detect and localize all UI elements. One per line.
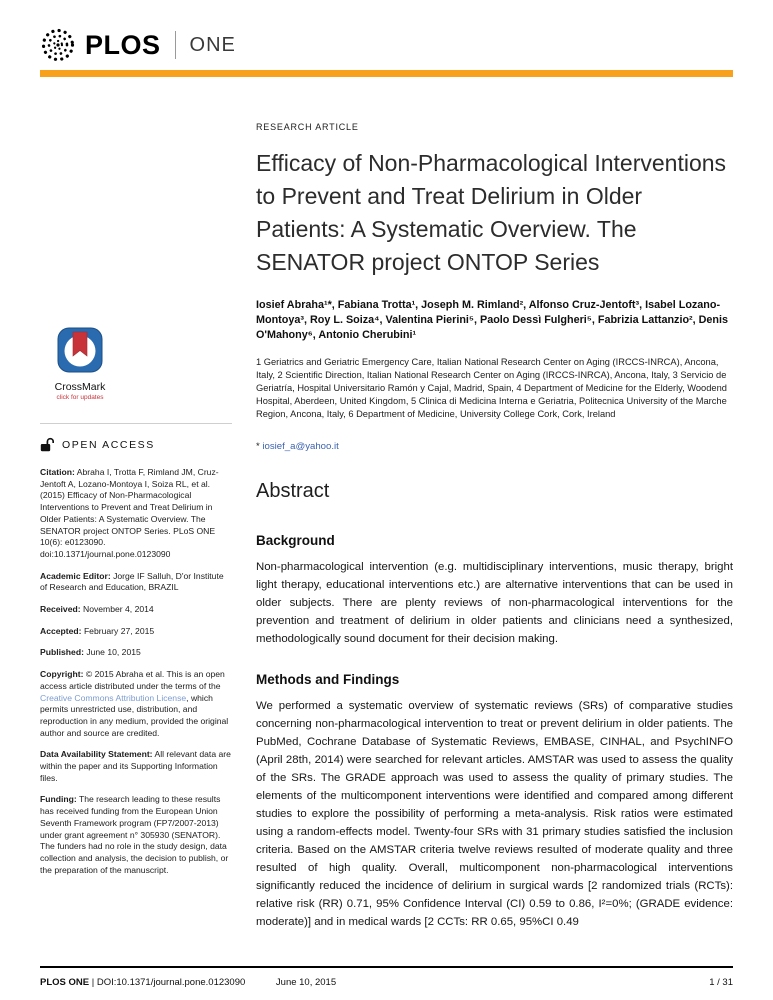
crossmark-icon — [57, 327, 103, 373]
corresponding-author-email-link[interactable]: iosief_a@yahoo.it — [262, 441, 339, 452]
published-block — [40, 647, 232, 659]
crossmark-label: CrossMark — [54, 381, 106, 393]
crossmark-badge[interactable] — [48, 327, 112, 401]
background-paragraph: Non-pharmacological intervention (e.g. multidisciplinary interventions, music therapy, bright light therapy, educational interventions etc.) are alternative interventions that can be used in older subjects. There are plenty reviews of non-pharmacological interventions for the prevention and treatment of delirium in older patients and clinicians need a synthesized, methodologically sound document for their decision making. — [256, 561, 733, 645]
academic-editor-label: Academic Editor: — [40, 570, 111, 581]
content-columns — [40, 77, 733, 935]
methods-paragraph: We performed a systematic overview of systematic reviews (SRs) of comparative studies concerning non-pharmacological intervention to treat or prevent delirium in older patients. The PubMed, Cochrane Database of Systematic Reviews, EMBASE, CINHAL, and PsychINFO (April 28th, 2014) were searched for relevant articles. AMSTAR was used to assess the quality of the SRs. The GRADE approach was used to assess the quality of primary studies. The elements of the multicomponent interventions were identified and compared among different studies to explore the possibility of performing a meta-analysis. Risk ratios were estimated using a random-effects model. Twenty-four SRs with 31 primary studies satisfied the inclusion criteria. Based on the AMSTAR criteria twelve reviews resulted of moderate quality and three resulted of high quality. Overall, multicomponent non-pharmacological interventions significantly reduced the incidence of delirium in surgical wards [2 randomized trials (RCTs): relative risk (RR) 0.71, 95% Confidence Interval (CI) 0.59 to 0.86, I²=0%; (GRADE evidence: moderate)] and in medical wards [2 CCTs: RR 0.65, 95%CI 0.49 — [256, 700, 733, 928]
published-date: June 10, 2015 — [86, 647, 141, 658]
footer-citation — [40, 977, 336, 988]
masthead-divider — [175, 31, 176, 59]
footer-doi: | DOI:10.1371/journal.pone.0123090 — [91, 977, 246, 988]
published-label: Published: — [40, 647, 84, 658]
plos-logo-icon — [40, 27, 76, 63]
copyright-label: Copyright: — [40, 669, 84, 680]
data-availability-text: All relevant data are within the paper and its Supporting Information files. — [40, 749, 231, 783]
crossmark-sublabel: click for updates — [56, 394, 104, 401]
data-availability-block — [40, 749, 232, 784]
creative-commons-link[interactable]: Creative Commons Attribution License — [40, 692, 187, 703]
funding-block — [40, 794, 232, 876]
open-lock-icon — [40, 437, 54, 452]
journal-masthead — [40, 26, 733, 64]
copyright-text-pre: © 2015 Abraha et al. This is an open access article distributed under the terms of the — [40, 669, 225, 691]
citation-text: Abraha I, Trotta F, Rimland JM, Cruz-Jentoft A, Lozano-Montoya I, Soiza RL, et al. (2015) Efficacy of Non-Pharmacological Interventions to Prevent and Treat Delirium in Older Patients: A Systematic Overview. The SENATOR project ONTOP Series. PLoS ONE 10(6): e0123090. doi:10.1371/journal.pone.0123090 — [40, 467, 219, 559]
accepted-label: Accepted: — [40, 625, 82, 636]
corresponding-author-asterisk: * — [256, 441, 260, 452]
funding-label: Funding: — [40, 794, 77, 805]
citation-label: Citation: — [40, 467, 75, 477]
abstract-heading: Abstract — [256, 480, 330, 502]
article-main — [232, 77, 733, 935]
journal-brand: PLOS — [85, 29, 161, 60]
received-label: Received: — [40, 604, 81, 615]
open-access-label: OPEN ACCESS — [62, 438, 155, 451]
sidebar-divider — [40, 423, 232, 424]
received-block — [40, 604, 232, 616]
academic-editor-text: Jorge IF Salluh, D'or Institute of Research and Education, BRAZIL — [40, 570, 224, 593]
footer-journal-brand: PLOS ONE — [40, 977, 90, 988]
methods-heading: Methods and Findings — [256, 672, 400, 687]
data-availability-label: Data Availability Statement: — [40, 749, 153, 760]
accent-rule — [40, 70, 733, 77]
footer-date: June 10, 2015 — [275, 977, 337, 988]
accepted-block — [40, 626, 232, 638]
footer-page-number: 1 / 31 — [709, 977, 733, 988]
page-footer — [40, 966, 733, 988]
metadata-sidebar — [40, 77, 232, 935]
article-title: Efficacy of Non-Pharmacological Interventions to Prevent and Treat Delirium in Older Patients: A Systematic Overview. The SENATOR project ONTOP Series — [256, 150, 727, 275]
citation-block — [40, 467, 232, 561]
copyright-text-post: , which permits unrestricted use, distribution, and reproduction in any medium, provided the original author and source are credited. — [40, 692, 229, 738]
academic-editor-block — [40, 571, 232, 594]
copyright-block — [40, 669, 232, 739]
affiliations: 1 Geriatrics and Geriatric Emergency Care, Italian National Research Center on Aging (IRCCS-INRCA), Ancona, Italy, 2 Scientific Direction, Italian National Research Center on Aging (IRCCS-INRCA), Ancona, Italy, 3 Servicio de Geriatría, Hospital Universitario Ramón y Cajal, Madrid, Spain, 4 Department of Medicine for the Elderly, Woodend Hospital, Aberdeen, United Kingdom, 5 Clinica di Medicina Interna e Geriatria, Politecnica University of the Marche Region, Ancona, Italy, 6 Department of Medicine, University College Cork, Cork, Ireland — [256, 357, 727, 419]
received-date: November 4, 2014 — [83, 604, 154, 615]
background-heading: Background — [256, 533, 335, 548]
journal-edition: ONE — [189, 34, 236, 56]
author-list: Iosief Abraha¹*, Fabiana Trotta¹, Joseph M. Rimland², Alfonso Cruz-Jentoft³, Isabel Lozano-Montoya³, Roy L. Soiza⁴, Valentina Pierini⁵, Paolo Dessì Fulgheri⁵, Fabrizia Lattanzio², Denis O'Mahony⁶, Antonio Cherubini¹ — [256, 299, 729, 341]
corresponding-author-row — [256, 441, 733, 452]
article-type-kicker: RESEARCH ARTICLE — [256, 122, 359, 132]
accepted-date: February 27, 2015 — [83, 625, 155, 636]
open-access-row — [40, 437, 232, 452]
funding-text: The research leading to these results has received funding from the European Union Seventh Framework program (FP7/2007-2013) under grant agreement n° 305930 (SENATOR). The funders had no role in the study design, data collection and analysis, the decision to publish, or the preparation of the manuscript. — [40, 794, 229, 875]
